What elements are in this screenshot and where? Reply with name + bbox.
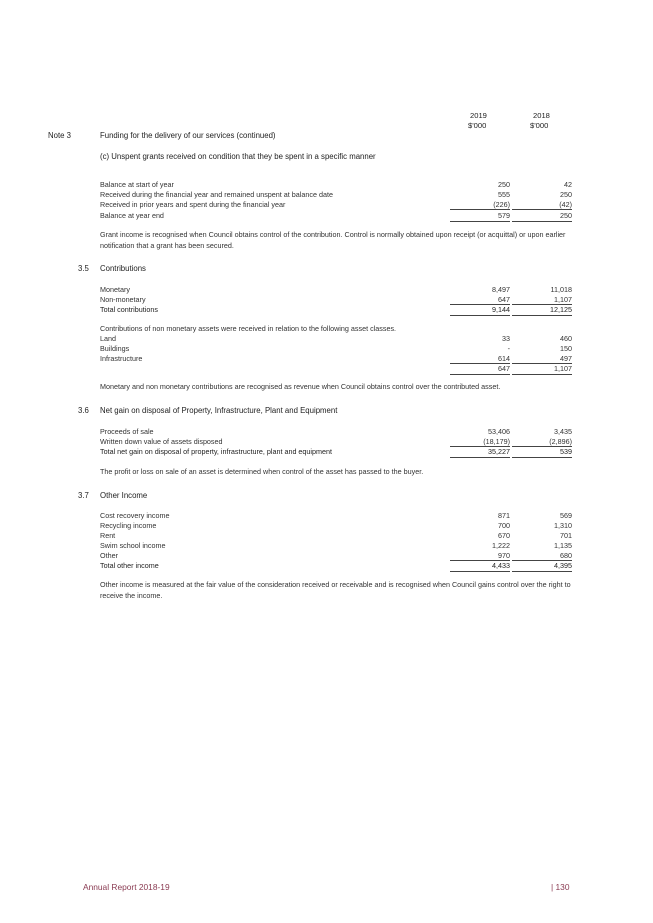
total-rule (512, 315, 572, 316)
unspent-heading: (c) Unspent grants received on condition that they be spent in a specific manner (100, 152, 376, 161)
section-number: 3.6 (78, 406, 89, 415)
col-unit-2019: $'000 (468, 121, 487, 130)
section-title: Other Income (100, 491, 148, 500)
footer-page-number: | 130 (551, 882, 570, 892)
total-rule (512, 571, 572, 572)
table-row: Proceeds of sale 53,406 3,435 (100, 427, 572, 436)
table-row: Balance at start of year 250 42 (100, 180, 572, 189)
total-rule (450, 374, 510, 375)
total-rule (450, 457, 510, 458)
table-row: Received during the financial year and remained unspent at balance date 555 250 (100, 190, 572, 199)
table-row: Recycling income 700 1,310 (100, 521, 572, 530)
table-row: Rent 670 701 (100, 531, 572, 540)
col-unit-2018: $'000 (530, 121, 549, 130)
table-row-total: Total net gain on disposal of property, infrastructure, plant and equipment 35,227 539 (100, 447, 572, 456)
col-header-2018: 2018 (533, 111, 550, 120)
subtotal-rule (450, 209, 510, 210)
total-rule (450, 221, 510, 222)
total-rule (512, 221, 572, 222)
footer-report-title: Annual Report 2018-19 (83, 882, 170, 892)
total-rule (450, 315, 510, 316)
table-row: Buildings - 150 (100, 344, 572, 353)
table-row: Infrastructure 614 497 (100, 354, 572, 363)
col-header-2019: 2019 (470, 111, 487, 120)
table-row: Other 970 680 (100, 551, 572, 560)
disposal-note-text: The profit or loss on sale of an asset is determined when control of the asset has passed to the buyer. (100, 467, 424, 476)
section-title: Contributions (100, 264, 146, 273)
table-row-total: Total other income 4,433 4,395 (100, 561, 572, 570)
section-number: 3.5 (78, 264, 89, 273)
total-rule (450, 571, 510, 572)
table-row: Monetary 8,497 11,018 (100, 285, 572, 294)
table-row-total: Total contributions 9,144 12,125 (100, 305, 572, 314)
table-row-total: Balance at year end 579 250 (100, 211, 572, 220)
note-title: Funding for the delivery of our services (continued) (100, 131, 276, 140)
table-row: Land 33 460 (100, 334, 572, 343)
other-income-note-text: Other income is measured at the fair value of the consideration received or receivable and is recognised when Council gains control over the right to receive the income. (100, 580, 571, 600)
contributions-intro: Contributions of non monetary assets were received in relation to the following asset classes. (100, 324, 397, 333)
total-rule (512, 457, 572, 458)
section-title: Net gain on disposal of Property, Infrastructure, Plant and Equipment (100, 406, 338, 415)
table-row: Cost recovery income 871 569 (100, 511, 572, 520)
unspent-note-text: Grant income is recognised when Council obtains control of the contribution. Control is normally obtained upon receipt (or acquittal) or upon earlier notification that a grant has been secured. (100, 230, 566, 250)
section-number: 3.7 (78, 491, 89, 500)
table-row: Non-monetary 647 1,107 (100, 295, 572, 304)
total-rule (512, 374, 572, 375)
table-row: Swim school income 1,222 1,135 (100, 541, 572, 550)
table-row-total: 647 1,107 (498, 364, 572, 373)
note-number: Note 3 (48, 131, 71, 140)
contributions-note-text: Monetary and non monetary contributions are recognised as revenue when Council obtains control over the contributed asset. (100, 382, 501, 391)
table-row: Received in prior years and spent during the financial year (226) (42) (100, 200, 572, 209)
subtotal-rule (512, 209, 572, 210)
table-row: Written down value of assets disposed (18,179) (2,896) (100, 437, 572, 446)
